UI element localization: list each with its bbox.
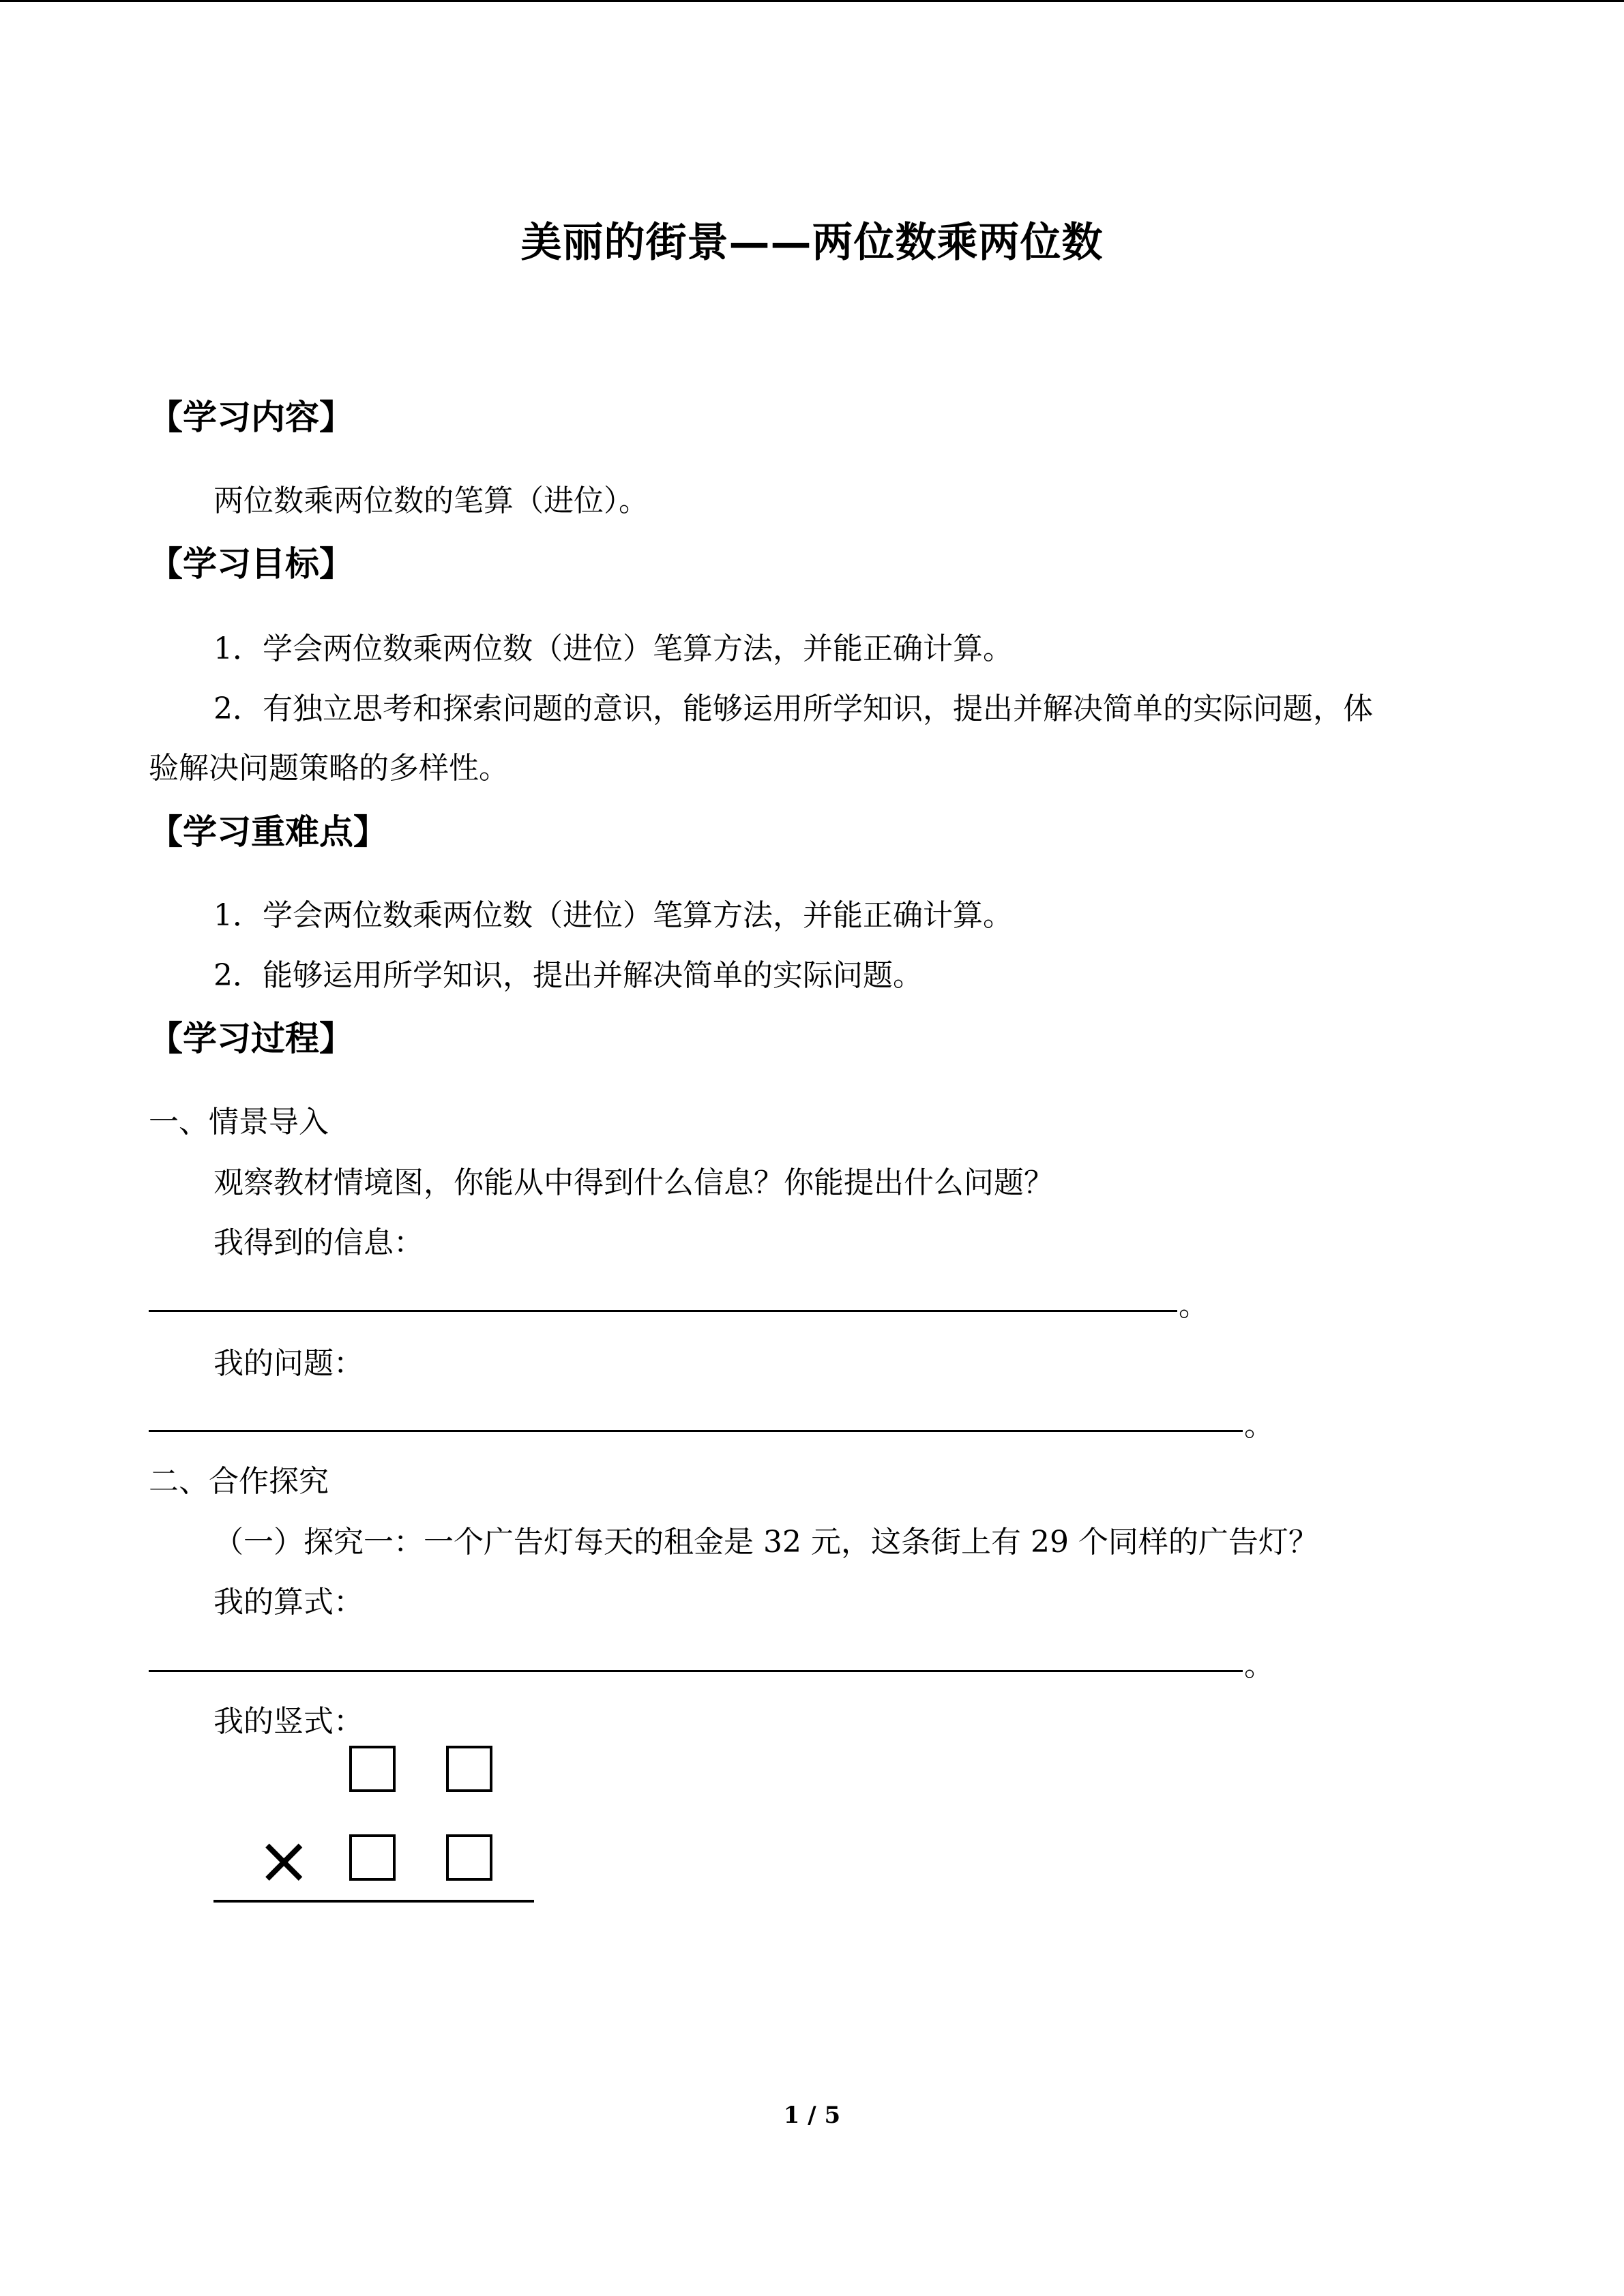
page-top-border <box>0 0 1624 2</box>
digit-box-top-ones[interactable] <box>446 1746 492 1792</box>
content-text: 两位数乘两位数的笔算（进位）。 <box>213 483 649 518</box>
question-label: 我的问题： <box>213 1346 364 1381</box>
goal-item-1: 1．学会两位数乘两位数（进位）笔算方法，并能正确计算。 <box>213 631 1013 666</box>
digit-box-bottom-tens[interactable] <box>349 1834 396 1881</box>
part1-title: 一、情景导入 <box>149 1105 329 1139</box>
key-point-1: 1．学会两位数乘两位数（进位）笔算方法，并能正确计算。 <box>213 898 1013 933</box>
heading-process: 【学习过程】 <box>149 1019 353 1058</box>
vertical-label: 我的竖式： <box>213 1704 364 1739</box>
info-line-end: 。 <box>1179 1288 1209 1323</box>
heading-content: 【学习内容】 <box>149 398 353 437</box>
part2-title: 二、合作探究 <box>149 1464 329 1499</box>
heading-key-points: 【学习重难点】 <box>149 812 387 852</box>
info-answer-line[interactable] <box>149 1310 1177 1312</box>
digit-box-top-tens[interactable] <box>349 1746 396 1792</box>
goal-item-2: 2．有独立思考和探索问题的意识，能够运用所学知识，提出并解决简单的实际问题，体 <box>213 691 1373 726</box>
goal-item-2-cont: 验解决问题策略的多样性。 <box>149 751 509 786</box>
question-answer-line[interactable] <box>149 1430 1243 1432</box>
question-line-end: 。 <box>1244 1408 1274 1443</box>
digit-box-bottom-ones[interactable] <box>446 1834 492 1881</box>
key-point-2: 2．能够运用所学知识，提出并解决简单的实际问题。 <box>213 958 923 993</box>
formula-line-end: 。 <box>1244 1648 1274 1683</box>
explore1-text: （一）探究一：一个广告灯每天的租金是 32 元，这条街上有 29 个同样的广告灯？ <box>213 1525 1318 1560</box>
multiply-sign: × <box>256 1822 312 1898</box>
page-number: 1 / 5 <box>783 2102 841 2129</box>
info-label: 我得到的信息： <box>213 1225 424 1260</box>
vertical-calc-rule <box>213 1900 534 1903</box>
formula-answer-line[interactable] <box>149 1670 1243 1672</box>
document-title: 美丽的街景——两位数乘两位数 <box>520 219 1104 267</box>
heading-goals: 【学习目标】 <box>149 544 353 584</box>
formula-label: 我的算式： <box>213 1585 364 1620</box>
part1-prompt: 观察教材情境图，你能从中得到什么信息？你能提出什么问题？ <box>213 1165 1054 1200</box>
